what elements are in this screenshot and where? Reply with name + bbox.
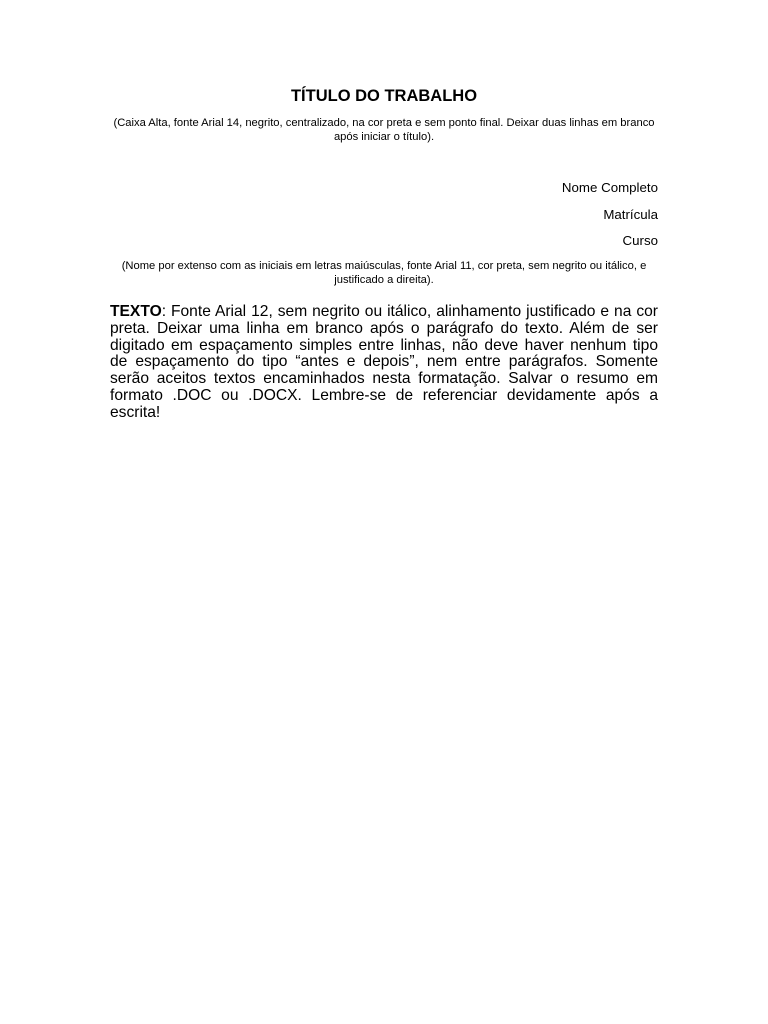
body-paragraph [110, 304, 658, 422]
author-registration: Matrícula [603, 206, 658, 222]
body-text: : Fonte Arial 12, sem negrito ou itálico, alinhamento justificado e na cor preta. Deixar uma linha em branco após o parágrafo do texto. Além de ser digitado em espaçamento simples entre linhas, não deve haver nenhum tipo de espaçamento do tipo “antes e depois”, nem entre parágrafos. Somente serão aceitos textos encaminhados nesta formatação. Salvar o resumo em formato .DOC ou .DOCX. Lembre-se de referenciar devidamente após a escrita! [110, 303, 658, 421]
author-name: Nome Completo [561, 180, 658, 195]
body-lead-label: TEXTO [110, 303, 162, 320]
document-page [110, 0, 658, 1024]
title-instructions: (Caixa Alta, fonte Arial 14, negrito, centralizado, na cor preta e sem ponto final. Deixar duas linhas em branco após iniciar o título). [113, 117, 655, 143]
document-title: TÍTULO DO TRABALHO [290, 87, 478, 105]
author-block [110, 180, 658, 260]
author-instructions: (Nome por extenso com as iniciais em letras maiúsculas, fonte Arial 11, cor preta, sem negrito ou itálico, e justificado a direita). [121, 260, 647, 286]
author-course: Curso [622, 233, 658, 248]
